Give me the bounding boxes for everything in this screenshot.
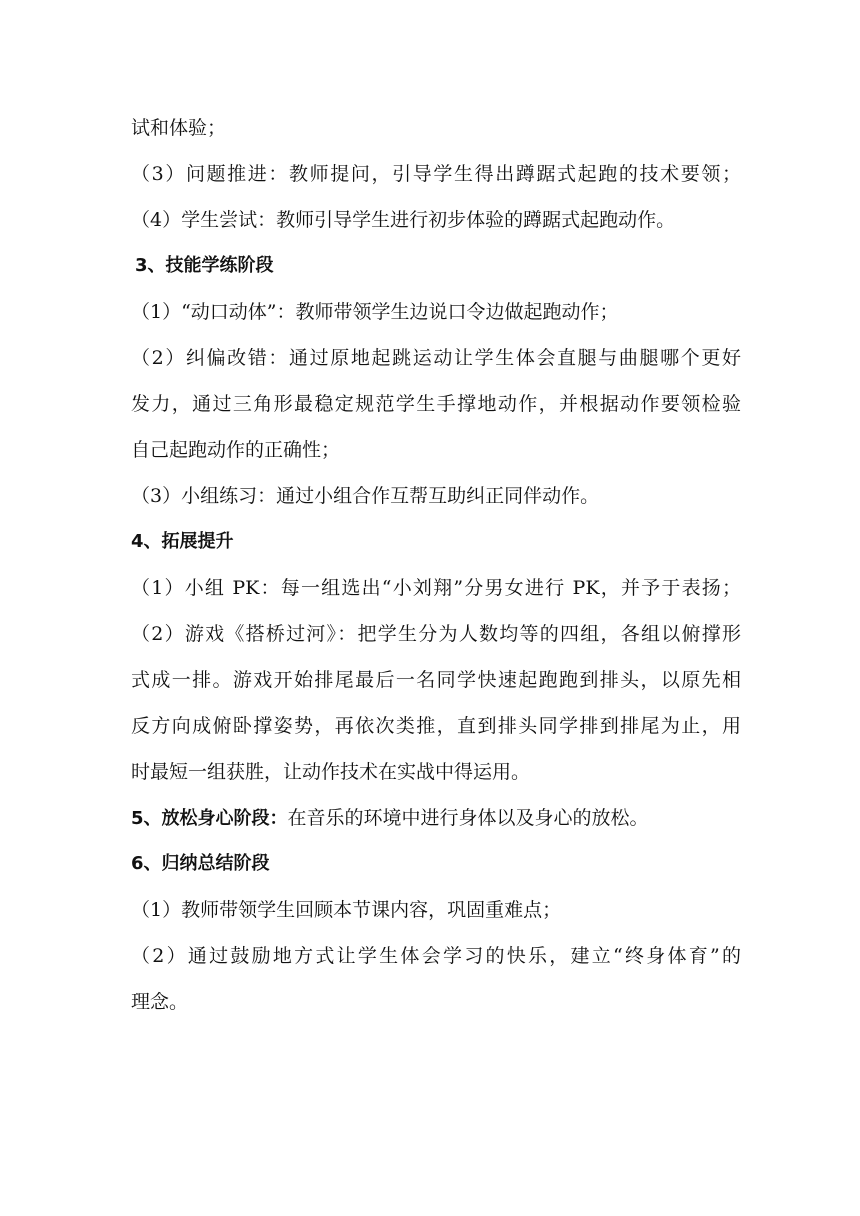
- text-line: 自己起跑动作的正确性；: [131, 439, 341, 461]
- text-line: （3）问题推进：教师提问，引导学生得出蹲踞式起跑的技术要领；: [131, 163, 741, 185]
- section-heading: 5、放松身心阶段：: [131, 808, 288, 829]
- text-line: （1）“动口动体”：教师带领学生边说口令边做起跑动作；: [131, 301, 619, 323]
- text-line: （2）纠偏改错：通过原地起跳运动让学生体会直腿与曲腿哪个更好: [131, 347, 741, 369]
- text-line: 时最短一组获胜，让动作技术在实战中得运用。: [131, 761, 531, 783]
- text-line: 试和体验；: [131, 117, 227, 139]
- text-line: 发力，通过三角形最稳定规范学生手撑地动作，并根据动作要领检验: [131, 393, 741, 415]
- text-span: 在音乐的环境中进行身体以及身心的放松。: [287, 807, 649, 829]
- text-line: （2）通过鼓励地方式让学生体会学习的快乐，建立“终身体育”的: [131, 945, 741, 967]
- text-line: （2）游戏《搭桥过河》：把学生分为人数均等的四组，各组以俯撑形: [131, 623, 741, 645]
- text-line: （1）教师带领学生回顾本节课内容，巩固重难点；: [131, 899, 562, 921]
- text-line: 反方向成俯卧撑姿势，再依次类推，直到排头同学排到排尾为止，用: [131, 715, 741, 737]
- section-heading: 4、拓展提升: [131, 531, 234, 552]
- section-line: [131, 806, 741, 831]
- text-line: （1）小组 PK：每一组选出“小刘翔”分男女进行 PK，并予于表扬；: [131, 577, 741, 599]
- text-line: 式成一排。游戏开始排尾最后一名同学快速起跑跑到排头，以原先相: [131, 669, 741, 691]
- text-line: （4）学生尝试：教师引导学生进行初步体验的蹲踞式起跑动作。: [131, 209, 676, 231]
- section-heading: 6、归纳总结阶段: [131, 853, 270, 874]
- section-heading: 3、技能学练阶段: [135, 255, 274, 276]
- text-line: 理念。: [131, 991, 189, 1013]
- text-line: （3）小组练习：通过小组合作互帮互助纠正同伴动作。: [131, 485, 600, 507]
